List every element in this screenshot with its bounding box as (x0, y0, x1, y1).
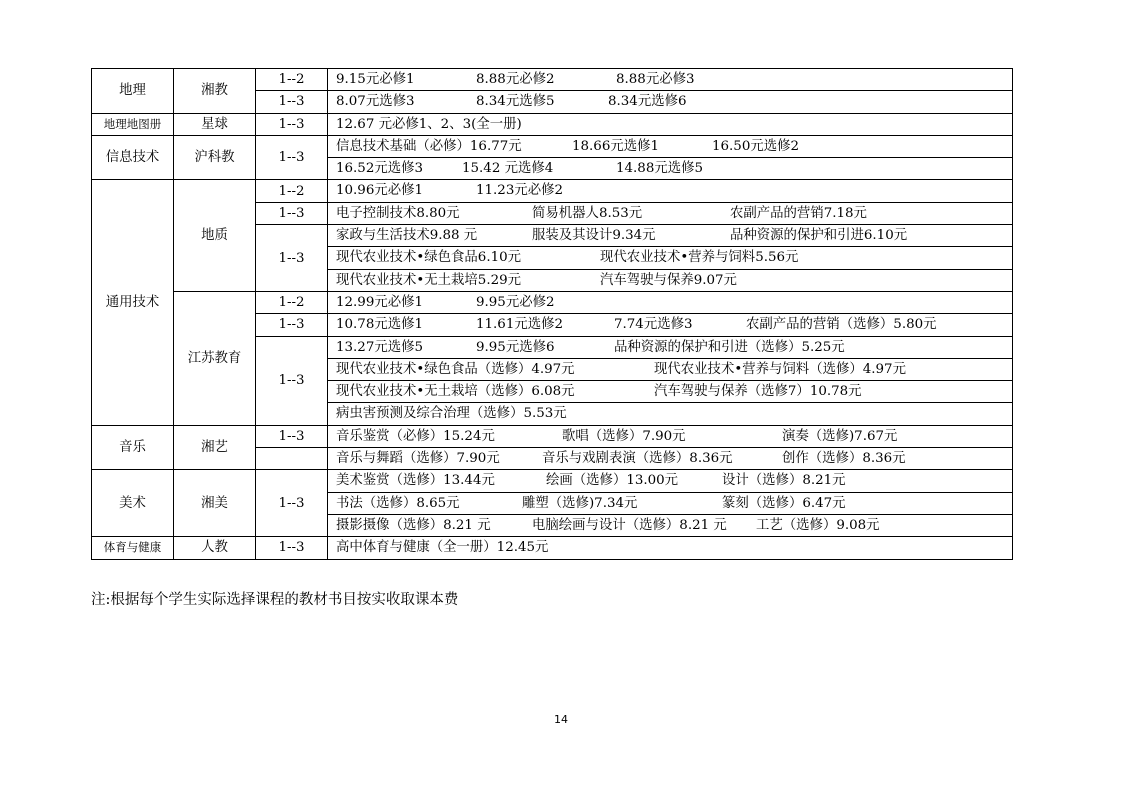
publisher-cell: 人教 (174, 537, 256, 559)
books-cell (328, 113, 1013, 135)
book-price-item: 歌唱（选修）7.90元 (562, 428, 686, 444)
grade-range-cell: 1--3 (256, 314, 328, 336)
book-price-item: 汽车驾驶与保养9.07元 (600, 272, 737, 288)
books-cell (328, 336, 1013, 358)
grade-range-cell: 1--3 (256, 202, 328, 224)
book-price-item: 音乐与戏剧表演（选修）8.36元 (542, 451, 733, 467)
footnote: 注:根据每个学生实际选择课程的教材书目按实收取课本费 (91, 592, 459, 608)
grade-range-cell: 1--3 (256, 336, 328, 425)
grade-range-cell: 1--3 (256, 537, 328, 559)
book-price-item: 11.61元选修2 (476, 317, 564, 333)
book-price-item: 15.42 元选修4 (462, 161, 554, 177)
book-price-item: 9.95元必修2 (476, 294, 555, 310)
book-price-item: 现代农业技术•无土栽培（选修）6.08元 (336, 384, 575, 400)
book-price-item: 现代农业技术•绿色食品6.10元 (336, 250, 522, 266)
book-price-item: 雕塑（选修)7.34元 (522, 495, 638, 511)
books-cell (328, 291, 1013, 313)
grade-range-cell: 1--2 (256, 291, 328, 313)
table-row (92, 135, 1013, 157)
grade-range-cell (256, 448, 328, 470)
textbook-fee-sheet (91, 68, 1012, 560)
book-price-item: 美术鉴赏（选修）13.44元 (336, 473, 495, 489)
grade-range-cell: 1--3 (256, 470, 328, 537)
book-price-item: 高中体育与健康（全一册）12.45元 (336, 540, 549, 556)
book-price-item: 电子控制技术8.80元 (336, 205, 460, 221)
book-price-item: 书法（选修）8.65元 (336, 495, 460, 511)
book-price-item: 8.34元选修5 (476, 94, 555, 110)
books-cell (328, 202, 1013, 224)
book-price-item: 现代农业技术•营养与饲料5.56元 (600, 250, 799, 266)
table-row (92, 291, 1013, 313)
book-price-item: 简易机器人8.53元 (532, 205, 643, 221)
books-cell (328, 247, 1013, 269)
books-cell (328, 180, 1013, 202)
book-price-item: 8.07元选修3 (336, 94, 415, 110)
book-price-item: 农副产品的营销7.18元 (730, 205, 867, 221)
books-cell (328, 448, 1013, 470)
page-number: 14 (554, 713, 568, 726)
books-cell (328, 381, 1013, 403)
book-price-item: 信息技术基础（必修）16.77元 (336, 138, 522, 154)
books-cell (328, 69, 1013, 91)
book-price-item: 品种资源的保护和引进6.10元 (730, 228, 908, 244)
books-cell (328, 158, 1013, 180)
books-cell (328, 358, 1013, 380)
book-price-item: 家政与生活技术9.88 元 (336, 228, 478, 244)
book-price-item: 摄影摄像（选修）8.21 元 (336, 517, 491, 533)
book-price-item: 8.88元必修3 (616, 72, 695, 87)
books-cell (328, 225, 1013, 247)
book-price-item: 14.88元选修5 (616, 161, 704, 177)
book-price-item: 9.15元必修1 (336, 72, 415, 87)
books-cell (328, 492, 1013, 514)
book-price-item: 设计（选修）8.21元 (722, 473, 846, 489)
grade-range-cell: 1--3 (256, 425, 328, 447)
publisher-cell: 星球 (174, 113, 256, 135)
books-cell (328, 425, 1013, 447)
table-row (92, 180, 1013, 202)
book-price-item: 12.99元必修1 (336, 294, 424, 310)
publisher-cell: 湘教 (174, 69, 256, 114)
table-row (92, 69, 1013, 91)
book-price-item: 8.34元选修6 (608, 94, 687, 110)
book-price-item: 11.23元必修2 (476, 183, 564, 199)
book-price-item: 13.27元选修5 (336, 339, 424, 355)
subject-cell: 体育与健康 (92, 537, 174, 559)
subject-cell: 通用技术 (92, 180, 174, 425)
publisher-cell: 湘美 (174, 470, 256, 537)
grade-range-cell: 1--3 (256, 225, 328, 292)
subject-cell: 地理 (92, 69, 174, 114)
books-cell (328, 470, 1013, 492)
books-cell (328, 314, 1013, 336)
subject-cell: 信息技术 (92, 135, 174, 180)
book-price-item: 16.52元选修3 (336, 161, 424, 177)
book-price-item: 现代农业技术•无土栽培5.29元 (336, 272, 522, 288)
table-row (92, 425, 1013, 447)
book-price-item: 7.74元选修3 (614, 317, 693, 333)
book-price-item: 音乐鉴赏（必修）15.24元 (336, 428, 495, 444)
grade-range-cell: 1--3 (256, 91, 328, 113)
books-cell (328, 514, 1013, 536)
subject-cell: 美术 (92, 470, 174, 537)
publisher-cell: 江苏教育 (174, 291, 256, 425)
book-price-item: 农副产品的营销（选修）5.80元 (746, 317, 937, 333)
book-price-item: 8.88元必修2 (476, 72, 555, 87)
textbook-fee-table (91, 68, 1013, 560)
book-price-item: 演奏（选修)7.67元 (782, 428, 898, 444)
table-row (92, 113, 1013, 135)
book-price-item: 现代农业技术•绿色食品（选修）4.97元 (336, 361, 575, 377)
grade-range-cell: 1--2 (256, 180, 328, 202)
table-row (92, 537, 1013, 559)
books-cell (328, 269, 1013, 291)
books-cell (328, 403, 1013, 425)
book-price-item: 工艺（选修）9.08元 (756, 517, 880, 533)
book-price-item: 电脑绘画与设计（选修）8.21 元 (532, 517, 727, 533)
book-price-item: 篆刻（选修）6.47元 (722, 495, 846, 511)
book-price-item: 9.95元选修6 (476, 339, 555, 355)
books-cell (328, 537, 1013, 559)
book-price-item: 音乐与舞蹈（选修）7.90元 (336, 451, 500, 467)
subject-cell: 地理地图册 (92, 113, 174, 135)
book-price-item: 服装及其设计9.34元 (532, 228, 656, 244)
book-price-item: 10.78元选修1 (336, 317, 424, 333)
grade-range-cell: 1--3 (256, 135, 328, 180)
book-price-item: 汽车驾驶与保养（选修7）10.78元 (654, 384, 862, 400)
book-price-item: 品种资源的保护和引进（选修）5.25元 (614, 339, 845, 355)
publisher-cell: 湘艺 (174, 425, 256, 470)
subject-cell: 音乐 (92, 425, 174, 470)
grade-range-cell: 1--2 (256, 69, 328, 91)
book-price-item: 创作（选修）8.36元 (782, 451, 906, 467)
book-price-item: 18.66元选修1 (572, 138, 660, 154)
publisher-cell: 地质 (174, 180, 256, 291)
publisher-cell: 沪科教 (174, 135, 256, 180)
books-cell (328, 91, 1013, 113)
book-price-item: 16.50元选修2 (712, 138, 800, 154)
book-price-item: 10.96元必修1 (336, 183, 424, 199)
books-cell (328, 135, 1013, 157)
book-price-item: 现代农业技术•营养与饲料（选修）4.97元 (654, 361, 906, 377)
book-price-item: 12.67 元必修1、2、3(全一册) (336, 116, 522, 132)
book-price-item: 病虫害预测及综合治理（选修）5.53元 (336, 406, 567, 422)
table-row (92, 470, 1013, 492)
grade-range-cell: 1--3 (256, 113, 328, 135)
book-price-item: 绘画（选修）13.00元 (546, 473, 679, 489)
